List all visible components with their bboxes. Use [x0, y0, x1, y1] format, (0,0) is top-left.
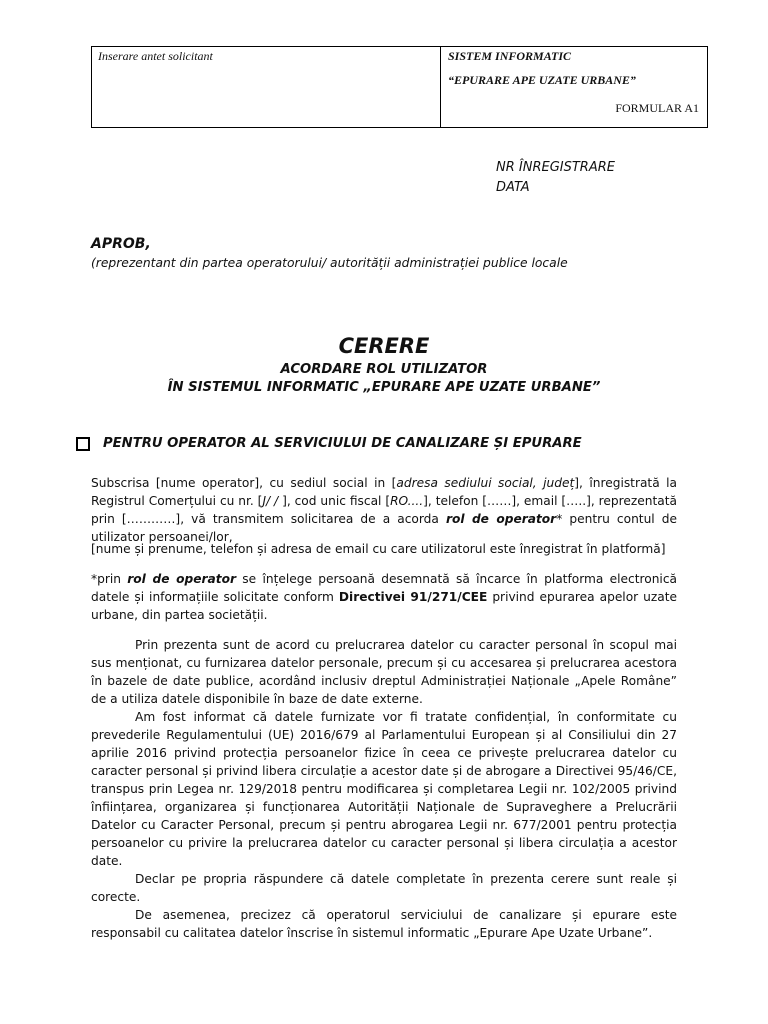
- p1-text-i: * pentru contul de utilizator persoanei/lor,: [91, 512, 677, 544]
- paragraph-request: [91, 474, 677, 546]
- paragraph-user-details: [91, 540, 677, 558]
- p1-text-a: Subscrisa [nume operator], cu sediul social in [: [91, 476, 397, 490]
- system-name: “EPURARE APE UZATE URBANE”: [448, 73, 636, 87]
- p4-text: Prin prezenta sunt de acord cu prelucrarea datelor cu caracter personal în scopul mai sus menționat, cu furnizarea datelor personale, precum și cu accesarea și prelucrarea acestora în bazele de date publice, acordând inclusiv dreptul Administrației Naționale „Apele Române” de a utiliza datele disponibile în baze de date externe.: [91, 638, 677, 706]
- applicant-header-cell: Inserare antet solicitant: [92, 47, 441, 127]
- paragraph-role-definition: [91, 570, 677, 624]
- document-title: CERERE: [338, 334, 430, 358]
- p6-text: Declar pe propria răspundere că datele completate în prezenta cerere sunt reale și corecte.: [91, 872, 677, 904]
- paragraph-consent: [91, 636, 677, 942]
- system-cell: [441, 47, 707, 127]
- header-table: [91, 46, 708, 128]
- p5-text: Am fost informat că datele furnizate vor fi tratate confidențial, în conformitate cu prevederile Regulamentului (UE) 2016/679 al Parlamentului European și al Consiliului din 27 aprilie 2016 privind protecția persoanelor fizice în ceea ce privește prelucrarea datelor cu caracter personal și privind libera circulație a acestor date și de abrogare a Directivei 95/46/CE, transpus prin Legea nr. 129/2018 pentru modificarea și completarea Legii nr. 102/2005 privind înființarea, organizarea și funcționarea Autorității Naționale de Supraveghere a Prelucrării Datelor cu Caracter Personal, precum și pentru abrogarea Legii nr. 677/2001 pentru protecția persoanelor cu privire la prelucrarea datelor cu caracter personal și libera circulația a acestor date.: [91, 710, 677, 868]
- registration-number-label: NR ÎNREGISTRARE: [496, 160, 615, 175]
- p1-text-e: ], cod unic fiscal [: [278, 494, 391, 508]
- form-code: FORMULAR A1: [615, 101, 699, 115]
- operator-checkbox[interactable]: [76, 437, 90, 451]
- p3-text-a: *prin: [91, 572, 128, 586]
- p1-text-g: ], telefon [……], email […..], reprezentată prin […………], vă transmitem solicitarea de a acorda: [91, 494, 677, 526]
- p3-text-e: privind epurarea apelor uzate urbane, din partea societății.: [91, 590, 678, 622]
- p1-fiscal-placeholder: RO....: [390, 494, 424, 508]
- registration-date-label: DATA: [496, 180, 530, 195]
- approval-subtitle: (reprezentant din partea operatorului/ autorității administrației publice locale: [91, 256, 568, 270]
- p3-role-term: rol de operator: [127, 572, 236, 586]
- p3-directive: Directivei 91/271/CEE: [338, 590, 488, 604]
- document-subtitle-1: ACORDARE ROL UTILIZATOR: [280, 362, 488, 377]
- operator-option-label: PENTRU OPERATOR AL SERVICIULUI DE CANALIZARE ȘI EPURARE: [103, 436, 582, 451]
- p1-registry-placeholder: J/ /: [262, 494, 279, 508]
- p1-text-c: ], înregistrată la Registrul Comerțului cu nr. [: [91, 476, 677, 508]
- p1-role-term: rol de operator: [445, 512, 557, 526]
- system-label: SISTEM INFORMATIC: [448, 49, 572, 63]
- operator-option[interactable]: [76, 436, 582, 451]
- p7-text: De asemenea, precizez că operatorul serviciului de canalizare și epurare este responsabil cu calitatea datelor înscrise în sistemul informatic „Epurare Ape Uzate Urbane”.: [91, 908, 677, 940]
- p3-text-c: se înțelege persoană desemnată să încarce în platforma electronică datele și informațiile solicitate conform: [91, 572, 677, 604]
- p2-text: [nume și prenume, telefon și adresa de email cu care utilizatorul este înregistrat în platformă]: [91, 542, 666, 556]
- p1-address-placeholder: adresa sediului social, județ: [396, 476, 575, 490]
- approval-title: APROB,: [91, 236, 151, 252]
- document-subtitle-2: ÎN SISTEMUL INFORMATIC „EPURARE APE UZATE URBANE”: [167, 380, 601, 395]
